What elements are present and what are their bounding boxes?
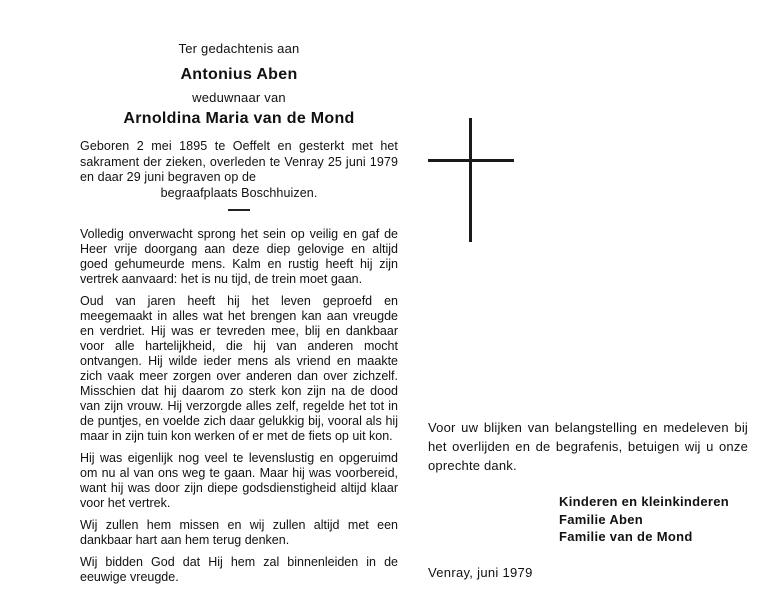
family-line: Familie van de Mond — [559, 529, 693, 544]
paragraph: Volledig onverwacht sprong het sein op veilig en gaf de Heer vrije doorgang aan deze diep gelovige en altijd goed gehumeurde mens. Kalm en rustig heeft hij zijn vertrek aanvaard: het is nu tijd, de trein moet gaan. — [80, 227, 398, 286]
family-signatures — [559, 493, 748, 546]
memorial-text-column — [80, 40, 398, 592]
birth-death-text: Geboren 2 mei 1895 te Oeffelt en gesterkt met het sakrament der zieken, overleden te Venray 25 juni 1979 en daar 29 juni begraven op de — [80, 139, 398, 184]
spouse-name: Arnoldina Maria van de Mond — [123, 110, 355, 127]
family-line: Familie Aben — [559, 511, 644, 527]
relation-line: weduwnaar van — [192, 90, 286, 105]
paragraph: Hij was eigenlijk nog veel te levenslustig en opgeruimd om nu al van ons weg te gaan. Maar hij was voorbereid, want hij was door zijn diepe godsdienstigheid altijd klaar voor het vertrek. — [80, 451, 398, 510]
closing-column — [428, 418, 748, 581]
cross-vertical-bar — [469, 118, 472, 242]
intro-line: Ter gedachtenis aan — [178, 41, 300, 56]
burial-place: begraafplaats Boschhuizen. — [160, 185, 318, 200]
deceased-name: Antonius Aben — [180, 66, 298, 83]
family-line: Kinderen en kleinkinderen — [559, 494, 730, 509]
thanks-message: Voor uw blijken van belangstelling en medeleven bij het overlijden en de begrafenis, betuigen wij u onze oprechte dank. — [428, 420, 748, 473]
cross-horizontal-bar — [428, 159, 514, 162]
paragraph: Wij zullen hem missen en wij zullen altijd met een dankbaar hart aan hem terug denken. — [80, 518, 398, 547]
birth-death-notice — [80, 139, 398, 201]
paragraph: Wij bidden God dat Hij hem zal binnenleiden in de eeuwige vreugde. — [80, 555, 398, 584]
place-date: Venray, juni 1979 — [428, 564, 533, 580]
paragraph: Oud van jaren heeft hij het leven geproefd en meegemaakt in alles wat het brengen kan aan vreugde en verdriet. Hij was er tevreden mee, blij en dankbaar voor alle hartelijkheid, die hij van anderen mocht ontvangen. Hij wilde ieder mens als vriend en maakte zich vaak meer zorgen over anderen dan over zichzelf. Misschien dat hij daarom zo sterk kon zijn na de dood van zijn vrouw. Hij verzorgde alles zelf, regelde het tot in de puntjes, en voelde zich daar gelukkig bij, vooral als hij maar in zijn tuin kon werken of er met de fiets op uit kon. — [80, 294, 398, 443]
cross-icon — [428, 118, 514, 242]
separator-dash — [228, 209, 250, 211]
